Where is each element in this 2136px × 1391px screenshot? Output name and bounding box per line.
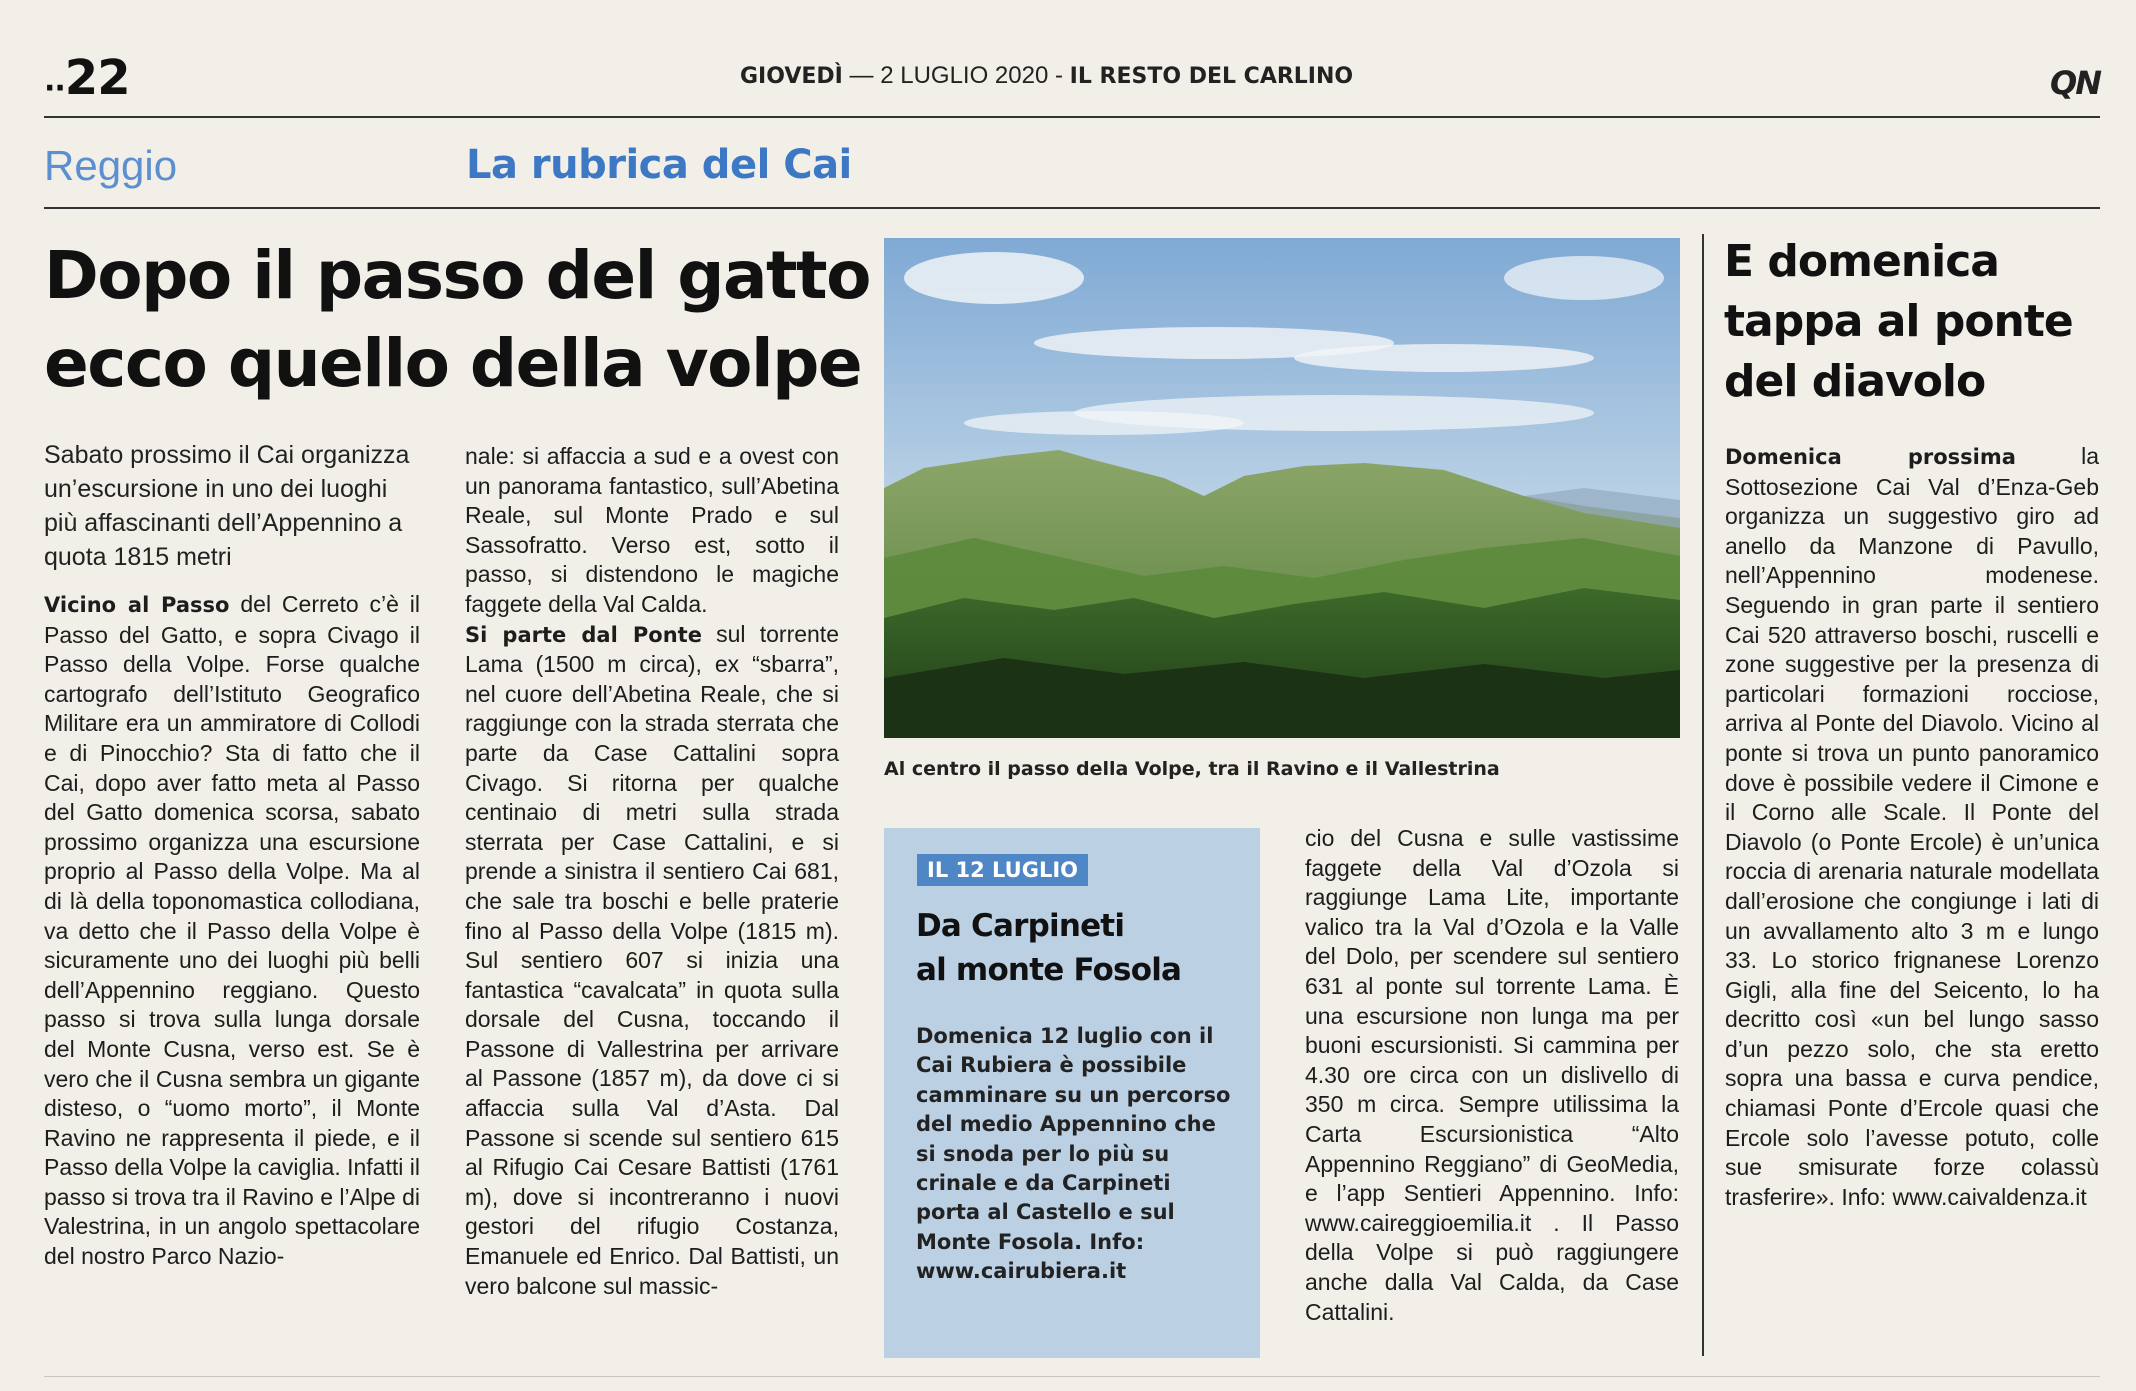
dateline-weekday: GIOVEDÌ — [740, 64, 843, 89]
box-title — [916, 904, 1236, 992]
section-rule — [44, 207, 2100, 209]
page-number-value: 22 — [64, 50, 130, 106]
dateline-separator: - — [1054, 62, 1070, 89]
sidebar-box — [884, 828, 1260, 1358]
side-article-paragraph — [1725, 442, 2099, 1212]
dateline-date: 2 LUGLIO 2020 — [880, 62, 1049, 89]
dateline — [740, 62, 1353, 90]
qn-logo: QN — [2050, 64, 2100, 102]
column-2-paragraph-1: nale: si affaccia a sud e a ovest con un panorama fantastico, sull’Abetina Reale, sul Monte Prado e sul Sassofratto. Verso est, sotto il passo, si distendono le magiche faggete della Val Calda. — [465, 443, 839, 617]
side-article-text — [1725, 442, 2099, 1212]
headline-line-1: Dopo il passo del gatto — [44, 237, 870, 314]
side-headline-line-3: del diavolo — [1724, 356, 1986, 407]
page-number-dots: .. — [44, 63, 65, 99]
bottom-edge — [44, 1376, 2100, 1377]
photo-caption: Al centro il passo della Volpe, tra il Ravino e il Vallestrina — [884, 758, 1500, 780]
background-watermark — [1000, 118, 2100, 208]
mountain-photo — [884, 238, 1680, 738]
mountain-landscape-image — [884, 238, 1680, 738]
dateline-dash: — — [849, 62, 881, 89]
article-intro: Sabato prossimo il Cai organizza un’escursione in uno dei luoghi più affascinanti dell’Appennino a quota 1815 metri — [44, 441, 410, 571]
column-2-paragraph-2 — [465, 620, 839, 1302]
box-title-line-1: Da Carpineti — [916, 908, 1125, 944]
page-number — [44, 50, 130, 106]
box-text: Domenica 12 luglio con il Cai Rubiera è possibile camminare su un percorso del medio Appennino che si snoda per lo più su crinale e da Carpineti porta al Castello e sul Monte Fosola. Info: www.cairubiera.it — [916, 1024, 1231, 1284]
side-article-lead: Domenica prossima — [1725, 445, 2016, 469]
dateline-newspaper: IL RESTO DEL CARLINO — [1069, 64, 1354, 89]
column-divider — [1702, 234, 1704, 1356]
article-column-3 — [1305, 824, 1679, 1327]
column-2-text: sul torrente Lama (1500 m circa), ex “sbarra”, nel cuore dell’Abetina Reale, che si raggiunge con la strada sterrata che parte da Case Cattalini sopra Civago. Si ritorna per qualche centinaio di metri sulla strada sterrata per Case Cattalini, e si prende a sinistra il sentiero Cai 681, che sale tra boschi e belle praterie fino al Passo della Volpe (1815 m). Sul sentiero 607 si inizia una fantastica “cavalcata” in quota sulla dorsale del Cusna, toccando il Passone di Vallestrina per arrivare al Passone (1857 m), da dove ci si affaccia sulla Val d’Asta. Dal Passone si scende sul sentiero 615 al Rifugio Cai Cesare Battisti (1761 m), dove si incontreranno i nuovi gestori del rifugio Costanza, Emanuele ed Enrico. Dal Battisti, un vero balcone sul massic- — [465, 620, 839, 1299]
article-column-1 — [44, 590, 420, 1272]
column-1-lead: Vicino al Passo — [44, 593, 230, 617]
side-headline-line-2: tappa al ponte — [1724, 296, 2073, 347]
section-name: Reggio — [44, 142, 178, 189]
headline-line-2: ecco quello della volpe — [44, 325, 862, 402]
rubric-title: La rubrica del Cai — [466, 142, 852, 188]
box-date-tag: IL 12 LUGLIO — [917, 854, 1088, 886]
side-article-headline — [1724, 232, 2104, 412]
column-1-paragraph — [44, 590, 420, 1272]
article-column-2 — [465, 442, 839, 1301]
column-1-text: del Cerreto c’è il Passo del Gatto, e sopra Civago il Passo della Volpe. Forse qualche cartografo dell’Istituto Geografico Militare era un ammiratore di Collodi e di Pinocchio? Sta di fatto che il Cai, dopo aver fatto meta al Passo del Gatto domenica scorsa, sabato prossimo organizza una escursione proprio al Passo della Volpe. Ma al di là della toponomastica collodiana, va detto che il Passo della Volpe è sicuramente uno dei luoghi più belli dell’Appennino reggiano. Questo passo si trova sulla lunga dorsale del Monte Cusna, verso est. Se è vero che il Cusna sembra un gigante disteso, o “uomo morto”, il Monte Ravino ne rappresenta il piede, e il Passo della Volpe la caviglia. Infatti il passo si trova tra il Ravino e l’Alpe di Valestrina, in un angolo spettacolare del nostro Parco Nazio- — [44, 591, 420, 1270]
side-article-body: la Sottosezione Cai Val d’Enza-Geb organizza un suggestivo giro ad anello da Manzone di Pavullo, nell’Appennino modenese. Seguendo in gran parte il sentiero Cai 520 attraverso boschi, ruscelli e zone suggestive per la presenza di particolari formazioni rocciose, arriva al Ponte del Diavolo. Vicino al ponte si trova un punto panoramico dove è possibile vedere il Cimone e il Corno alle Scale. Il Ponte del Diavolo (o Ponte Ercole) è un’unica roccia di arenaria naturale modellata dall’erosione che congiunge i lati di un avvallamento alto 3 m e lungo 33. Lo storico frignanese Lorenzo Gigli, alla fine del Seicento, lo ha decritto così «un bel lungo sasso d’un pezzo solo, che sta eretto sopra una bassa e curva pendice, chiamasi Ponte d’Ercole quasi che Ercole solo l’avesse potuto, colle sue smisurate forze colassù trasferire». Info: www.caivaldenza.it — [1725, 443, 2099, 1210]
side-headline-line-1: E domenica — [1724, 236, 1999, 287]
column-2-lead: Si parte dal Ponte — [465, 622, 702, 647]
article-headline — [44, 232, 870, 408]
box-title-line-2: al monte Fosola — [916, 952, 1182, 988]
column-3-paragraph: cio del Cusna e sulle vastissime faggete della Val d’Ozola si raggiunge Lama Lite, importante valico tra la Val d’Ozola e la Valle del Dolo, per scendere sul sentiero 631 al ponte sul torrente Lama. È una escursione non lunga ma per buoni escursionisti. Si cammina per 4.30 ore circa con un dislivello di 350 m circa. Sempre utilissima la Carta Escursionistica “Alto Appennino Reggiano” di GeoMedia, e l’app Sentieri Appennino. Info: www.caireggioemilia.it . Il Passo della Volpe si può raggiungere anche dalla Val Calda, da Case Cattalini. — [1305, 825, 1679, 1325]
